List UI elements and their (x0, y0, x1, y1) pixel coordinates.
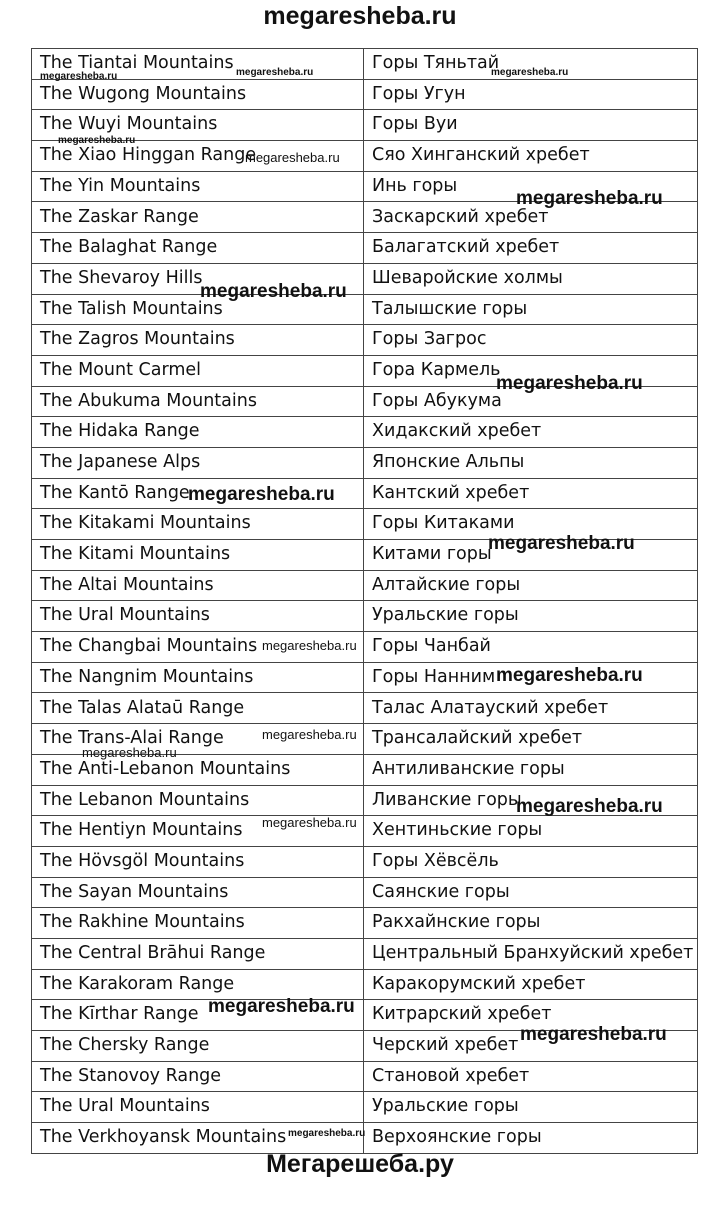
terms-table (31, 48, 698, 1154)
watermark: megaresheba.ru (491, 67, 569, 78)
english-name-cell: The Zaskar Range (32, 202, 364, 233)
table-row (32, 846, 698, 877)
watermark: megaresheba.ru (488, 533, 635, 554)
english-name-cell: The Xiao Hinggan Range (32, 141, 364, 172)
english-name-cell: The Hentiyn Mountains (32, 816, 364, 847)
table-row (32, 969, 698, 1000)
russian-name-cell: Хентиньские горы (364, 816, 698, 847)
russian-name-cell: Уральские горы (364, 1092, 698, 1123)
russian-name-cell: Ракхайнские горы (364, 908, 698, 939)
table-row (32, 1061, 698, 1092)
russian-name-cell: Уральские горы (364, 601, 698, 632)
english-name-cell: The Yin Mountains (32, 171, 364, 202)
english-name-cell: The Lebanon Mountains (32, 785, 364, 816)
table-row (32, 938, 698, 969)
table-row (32, 570, 698, 601)
table-row (32, 908, 698, 939)
english-name-cell: The Balaghat Range (32, 233, 364, 264)
russian-name-cell: Горы Вуи (364, 110, 698, 141)
watermark: megaresheba.ru (262, 727, 357, 742)
english-name-cell: The Ural Mountains (32, 601, 364, 632)
russian-name-cell: Горы Тяньтай (364, 49, 698, 80)
table-row (32, 233, 698, 264)
russian-name-cell: Кантский хребет (364, 478, 698, 509)
russian-name-cell: Горы Угун (364, 79, 698, 110)
english-name-cell: The Anti-Lebanon Mountains (32, 754, 364, 785)
english-name-cell: The Sayan Mountains (32, 877, 364, 908)
watermark: megaresheba.ru (40, 71, 118, 82)
english-name-cell: The Hövsgöl Mountains (32, 846, 364, 877)
table-row (32, 1092, 698, 1123)
watermark: megaresheba.ru (516, 188, 663, 209)
russian-name-cell: Инь горы (364, 171, 698, 202)
russian-name-cell: Центральный Бранхуйский хребет (364, 938, 698, 969)
russian-name-cell: Гора Кармель (364, 355, 698, 386)
english-name-cell: The Wuyi Mountains (32, 110, 364, 141)
russian-name-cell: Каракорумский хребет (364, 969, 698, 1000)
table-row (32, 294, 698, 325)
table-row (32, 263, 698, 294)
table-row (32, 632, 698, 663)
table-row (32, 49, 698, 80)
english-name-cell: The Changbai Mountains (32, 632, 364, 663)
russian-name-cell: Талас Алатауский хребет (364, 693, 698, 724)
russian-name-cell: Горы Загрос (364, 325, 698, 356)
table-row (32, 601, 698, 632)
english-name-cell: The Trans-Alai Range (32, 724, 364, 755)
english-name-cell: The Kitakami Mountains (32, 509, 364, 540)
watermark: megaresheba.ru (82, 745, 177, 760)
watermark: megaresheba.ru (496, 665, 643, 686)
watermark: megaresheba.ru (58, 135, 136, 146)
watermark: megaresheba.ru (288, 1128, 366, 1139)
table-row (32, 325, 698, 356)
russian-name-cell: Алтайские горы (364, 570, 698, 601)
english-name-cell: The Chersky Range (32, 1031, 364, 1062)
watermark: megaresheba.ru (236, 67, 314, 78)
russian-name-cell: Японские Альпы (364, 447, 698, 478)
russian-name-cell: Черский хребет (364, 1031, 698, 1062)
english-name-cell: The Ural Mountains (32, 1092, 364, 1123)
english-name-cell: The Kitami Mountains (32, 540, 364, 571)
english-name-cell: The Abukuma Mountains (32, 386, 364, 417)
russian-name-cell: Становой хребет (364, 1061, 698, 1092)
english-name-cell: The Shevaroy Hills (32, 263, 364, 294)
russian-name-cell: Шеваройские холмы (364, 263, 698, 294)
english-name-cell: The Verkhoyansk Mountains (32, 1123, 364, 1154)
english-name-cell: The Japanese Alps (32, 447, 364, 478)
watermark: megaresheba.ru (188, 484, 335, 505)
russian-name-cell: Трансалайский хребет (364, 724, 698, 755)
watermark: megaresheba.ru (245, 150, 340, 165)
table-row (32, 79, 698, 110)
table-row (32, 478, 698, 509)
english-name-cell: The Karakoram Range (32, 969, 364, 1000)
russian-name-cell: Саянские горы (364, 877, 698, 908)
english-name-cell: The Hidaka Range (32, 417, 364, 448)
russian-name-cell: Антиливанские горы (364, 754, 698, 785)
russian-name-cell: Верхоянские горы (364, 1123, 698, 1154)
watermark: megaresheba.ru (208, 996, 355, 1017)
russian-name-cell: Горы Хёвсёль (364, 846, 698, 877)
russian-name-cell: Горы Чанбай (364, 632, 698, 663)
english-name-cell: The Stanovoy Range (32, 1061, 364, 1092)
table-row (32, 693, 698, 724)
russian-name-cell: Горы Абукума (364, 386, 698, 417)
russian-name-cell: Балагатский хребет (364, 233, 698, 264)
english-name-cell: The Mount Carmel (32, 355, 364, 386)
russian-name-cell: Ливанские горы (364, 785, 698, 816)
watermark: megaresheba.ru (516, 796, 663, 817)
english-name-cell: The Tiantai Mountains (32, 49, 364, 80)
english-name-cell: The Kantō Range (32, 478, 364, 509)
russian-name-cell: Заскарский хребет (364, 202, 698, 233)
english-name-cell: The Zagros Mountains (32, 325, 364, 356)
watermark: megaresheba.ru (262, 638, 357, 653)
table-row (32, 816, 698, 847)
table-row (32, 447, 698, 478)
russian-name-cell: Китами горы (364, 540, 698, 571)
english-name-cell: The Wugong Mountains (32, 79, 364, 110)
russian-name-cell: Талышские горы (364, 294, 698, 325)
russian-name-cell: Горы Нанним (364, 662, 698, 693)
terms-table-body (32, 49, 698, 1154)
english-name-cell: The Talish Mountains (32, 294, 364, 325)
table-row (32, 417, 698, 448)
russian-name-cell: Хидакский хребет (364, 417, 698, 448)
table-row (32, 877, 698, 908)
russian-name-cell: Китрарский хребет (364, 1000, 698, 1031)
russian-name-cell: Горы Китаками (364, 509, 698, 540)
site-footer: Мегарешеба.ру (266, 1150, 454, 1178)
watermark: megaresheba.ru (520, 1024, 667, 1045)
english-name-cell: The Central Brāhui Range (32, 938, 364, 969)
english-name-cell: The Nangnim Mountains (32, 662, 364, 693)
watermark: megaresheba.ru (200, 281, 347, 302)
english-name-cell: The Rakhine Mountains (32, 908, 364, 939)
english-name-cell: The Altai Mountains (32, 570, 364, 601)
watermark: megaresheba.ru (496, 373, 643, 394)
site-header: megaresheba.ru (263, 2, 457, 30)
english-name-cell: The Kīrthar Range (32, 1000, 364, 1031)
english-name-cell: The Talas Alataū Range (32, 693, 364, 724)
russian-name-cell: Сяо Хинганский хребет (364, 141, 698, 172)
watermark: megaresheba.ru (262, 815, 357, 830)
